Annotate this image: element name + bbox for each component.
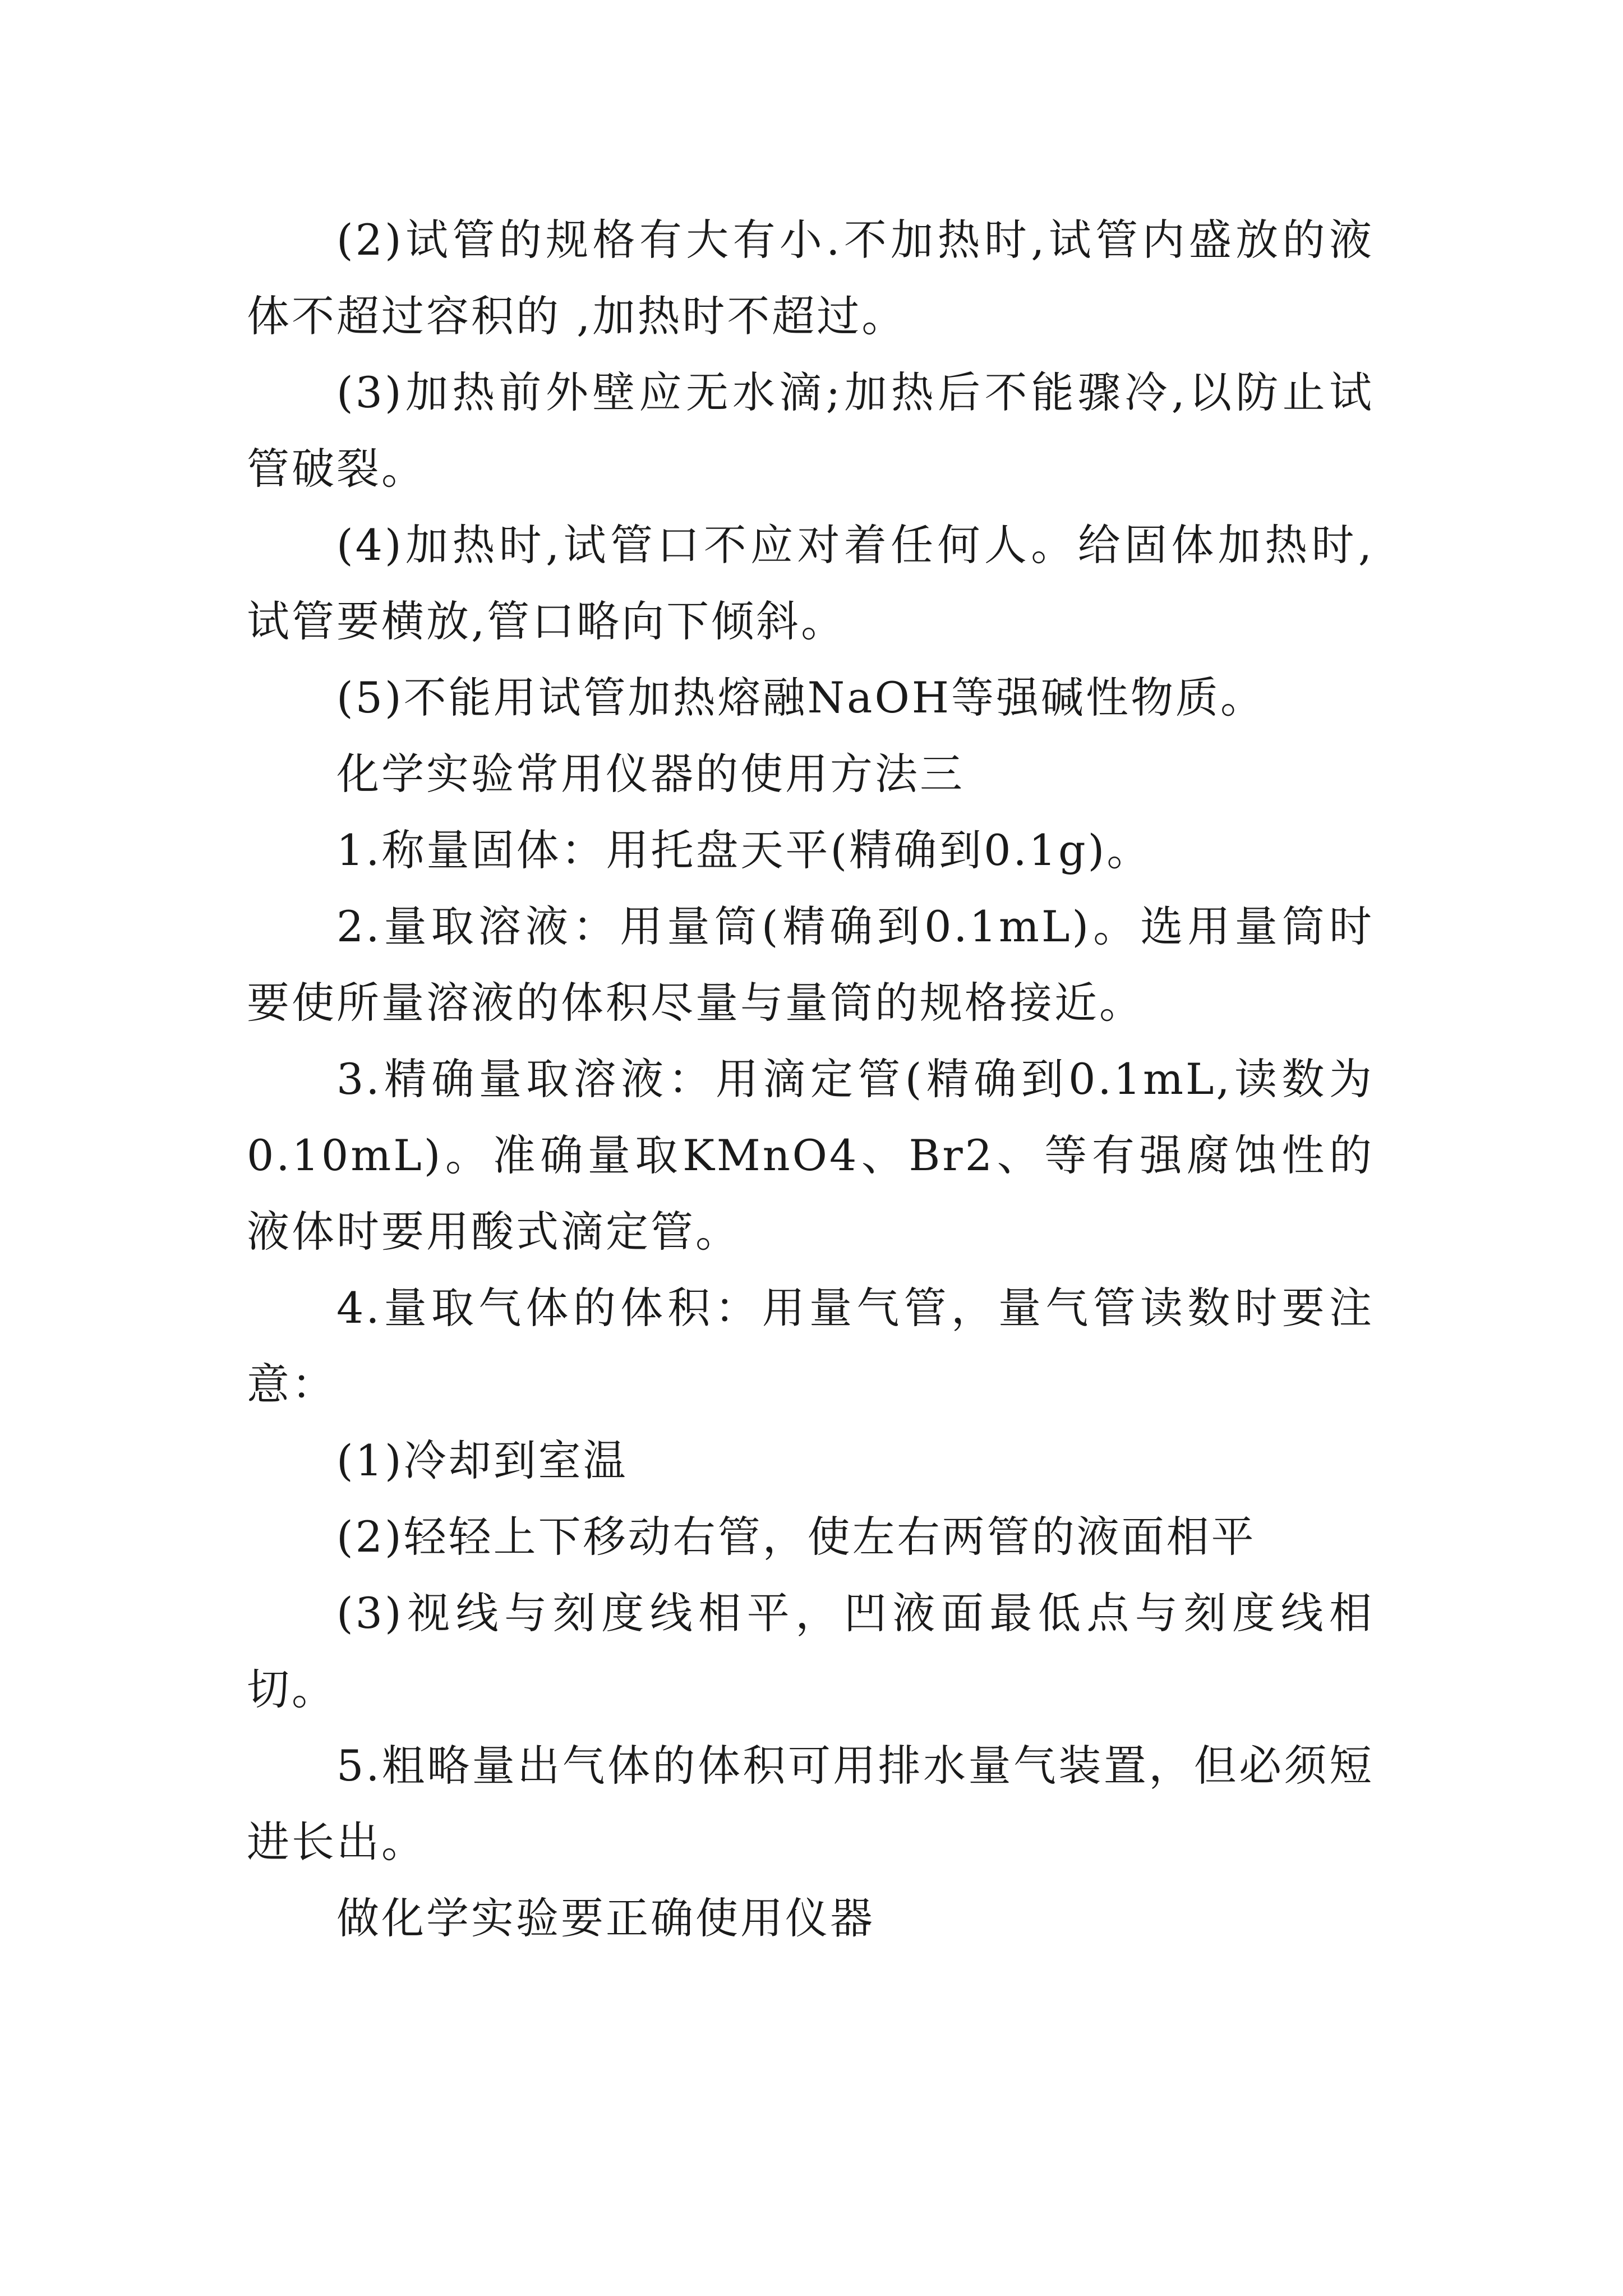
paragraph-move-tube: (2)轻轻上下移动右管，使左右两管的液面相平	[336, 1512, 1256, 1562]
paragraph-measure-solution: 2.量取溶液：用量筒(精确到0.1mL)。选用量筒时要使所量溶液的体积尽量与量筒的规格接近。	[247, 901, 1374, 1028]
section-heading: 化学实验常用仪器的使用方法三	[336, 749, 965, 799]
paragraph-cool-room-temp: (1)冷却到室温	[336, 1435, 628, 1485]
paragraph-naoh-warning: (5)不能用试管加热熔融NaOH等强碱性物质。	[336, 673, 1266, 723]
paragraph-test-tube-heating: (3)加热前外壁应无水滴;加热后不能骤冷,以防止试管破裂。	[247, 367, 1374, 494]
document-body	[247, 202, 1374, 1957]
paragraph-weigh-solid: 1.称量固体：用托盘天平(精确到0.1g)。	[336, 825, 1152, 875]
paragraph-test-tube-capacity: (2)试管的规格有大有小.不加热时,试管内盛放的液体不超过容积的 ,加热时不超过。	[247, 215, 1374, 341]
paragraph-precise-measure: 3.精确量取溶液：用滴定管(精确到0.1mL,读数为0.10mL)。准确量取KMnO4、Br2、等有强腐蚀性的液体时要用酸式滴定管。	[247, 1054, 1374, 1257]
paragraph-closing: 做化学实验要正确使用仪器	[336, 1893, 875, 1943]
paragraph-gas-volume: 4.量取气体的体积：用量气管，量气管读数时要注意：	[247, 1283, 1374, 1409]
paragraph-sight-line: (3)视线与刻度线相平，凹液面最低点与刻度线相切。	[247, 1588, 1374, 1714]
paragraph-water-displacement: 5.粗略量出气体的体积可用排水量气装置，但必须短进长出。	[247, 1741, 1374, 1867]
paragraph-test-tube-mouth: (4)加热时,试管口不应对着任何人。给固体加热时,试管要横放,管口略向下倾斜。	[247, 520, 1374, 646]
